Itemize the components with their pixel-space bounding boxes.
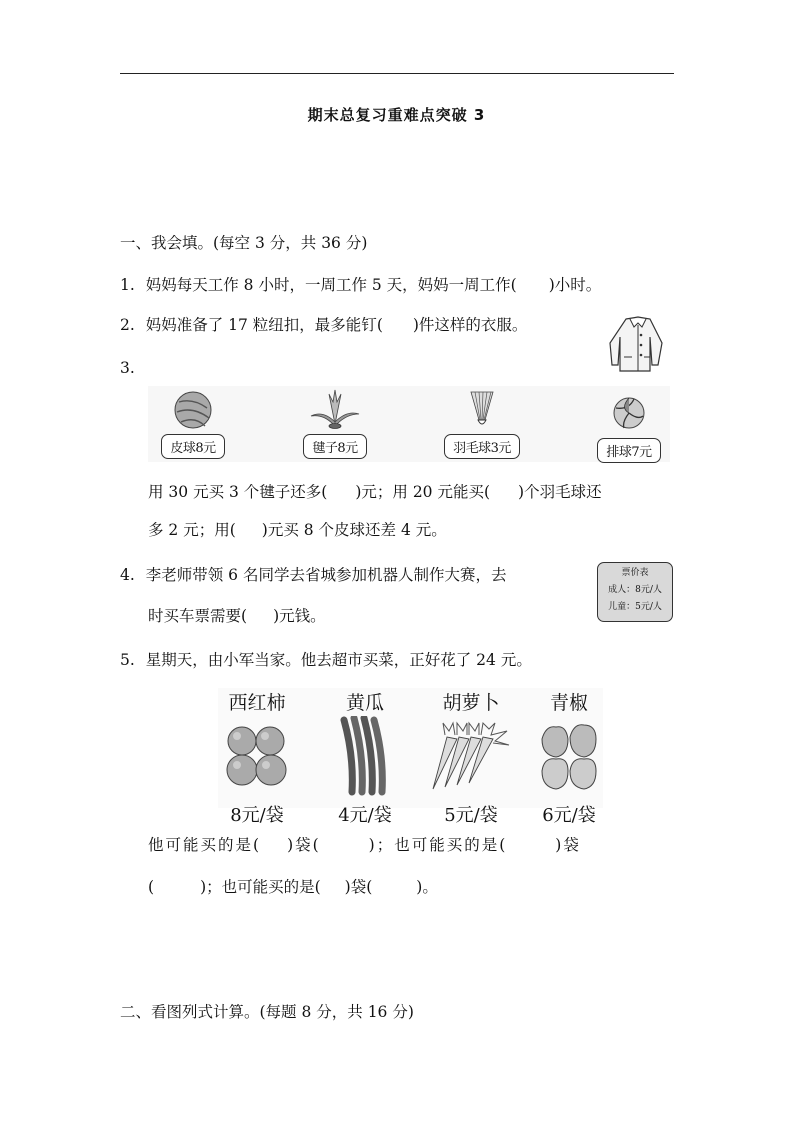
q5-answer-line2 xyxy=(148,877,438,897)
q3-line2 xyxy=(148,520,447,540)
q4-line2-text-b: )元钱。 xyxy=(273,607,326,625)
cucumber-icon xyxy=(320,715,410,797)
ball-icon xyxy=(148,388,238,430)
q2-text-a: 妈妈准备了 17 粒纽扣，最多能钉( xyxy=(145,316,383,334)
section2-heading: 二、看图列式计算。(每题 8 分，共 16 分) xyxy=(120,1003,414,1021)
q5-ans1-text-a: 他可能买的是( xyxy=(148,836,262,854)
sport-item-badminton xyxy=(432,388,532,459)
q3-number: 3. xyxy=(120,359,135,377)
q2-text-b: )件这样的衣服。 xyxy=(412,316,528,334)
question-1 xyxy=(120,275,601,295)
carrot-price: 5元/袋 xyxy=(444,805,498,826)
veg-item-tomato xyxy=(212,688,302,827)
q3-line2-text-a: 多 2 元；用( xyxy=(148,521,236,539)
veg-item-pepper xyxy=(524,688,614,827)
shuttlecock-price-tag: 毽子8元 xyxy=(303,434,366,459)
q5-text: 星期天，由小军当家。他去超市买菜，正好花了 24 元。 xyxy=(145,651,532,669)
tomato-name: 西红柿 xyxy=(228,692,286,714)
sport-item-shuttlecock xyxy=(290,388,380,459)
tomato-icon xyxy=(212,715,302,797)
ticket-child-price: 儿童：5元/人 xyxy=(608,602,662,612)
header-rule xyxy=(120,73,674,74)
section1-heading: 一、我会填。(每空 3 分，共 36 分) xyxy=(120,234,368,252)
cucumber-name: 黄瓜 xyxy=(345,692,384,714)
coat-icon xyxy=(606,313,668,377)
question-4 xyxy=(120,565,506,585)
sport-item-volleyball xyxy=(584,388,674,463)
q3-line1-text-c: )个羽毛球还 xyxy=(518,483,602,501)
veg-item-cucumber xyxy=(320,688,410,827)
q5-ans2-text-b: )；也可能买的是( xyxy=(200,878,321,896)
ticket-price-table xyxy=(597,562,673,622)
q5-ans2-text-d: )。 xyxy=(416,878,438,896)
q4-line1: 李老师带领 6 名同学去省城参加机器人制作大赛，去 xyxy=(145,566,507,584)
veg-item-carrot xyxy=(426,688,516,827)
carrot-name: 胡萝卜 xyxy=(442,692,500,714)
q5-ans1-text-b: )袋( xyxy=(287,836,321,854)
cucumber-price: 4元/袋 xyxy=(338,805,392,826)
q5-ans2-text-c: )袋( xyxy=(344,878,373,896)
pepper-price: 6元/袋 xyxy=(542,805,596,826)
volleyball-icon xyxy=(584,388,674,430)
shuttlecock-icon xyxy=(290,388,380,430)
sport-item-ball xyxy=(148,388,238,459)
pepper-name: 青椒 xyxy=(549,692,588,714)
q3-line1-text-b: )元；用 20 元能买( xyxy=(355,483,491,501)
q1-number: 1. xyxy=(120,276,135,294)
pepper-icon xyxy=(524,715,614,797)
volleyball-price-tag: 排球7元 xyxy=(597,438,660,463)
carrot-icon xyxy=(426,715,516,797)
q5-answer-line1 xyxy=(148,835,581,855)
question-5 xyxy=(120,650,532,670)
q1-text-b: )小时。 xyxy=(548,276,602,294)
q4-line2 xyxy=(148,606,326,626)
ticket-title: 票价表 xyxy=(621,568,649,578)
q3-line1-text-a: 用 30 元买 3 个毽子还多( xyxy=(148,483,328,501)
tomato-price: 8元/袋 xyxy=(230,805,284,826)
badminton-price-tag: 羽毛球3元 xyxy=(444,434,520,459)
q5-number: 5. xyxy=(120,651,135,669)
page-title: 期末总复习重难点突破 3 xyxy=(307,106,486,124)
q3-line2-text-b: )元买 8 个皮球还差 4 元。 xyxy=(261,521,447,539)
ball-price-tag: 皮球8元 xyxy=(161,434,224,459)
q5-ans1-text-d: )袋 xyxy=(555,836,581,854)
q4-line2-text-a: 时买车票需要( xyxy=(148,607,248,625)
q2-number: 2. xyxy=(120,316,135,334)
ticket-adult-price: 成人：8元/人 xyxy=(608,585,662,595)
q3-line1 xyxy=(148,482,602,502)
q5-ans2-text-a: ( xyxy=(148,878,155,896)
q4-number: 4. xyxy=(120,566,135,584)
q5-ans1-text-c: )；也可能买的是( xyxy=(368,836,508,854)
badminton-icon xyxy=(432,388,532,430)
q1-text-a: 妈妈每天工作 8 小时，一周工作 5 天，妈妈一周工作( xyxy=(145,276,517,294)
question-2 xyxy=(120,315,527,335)
